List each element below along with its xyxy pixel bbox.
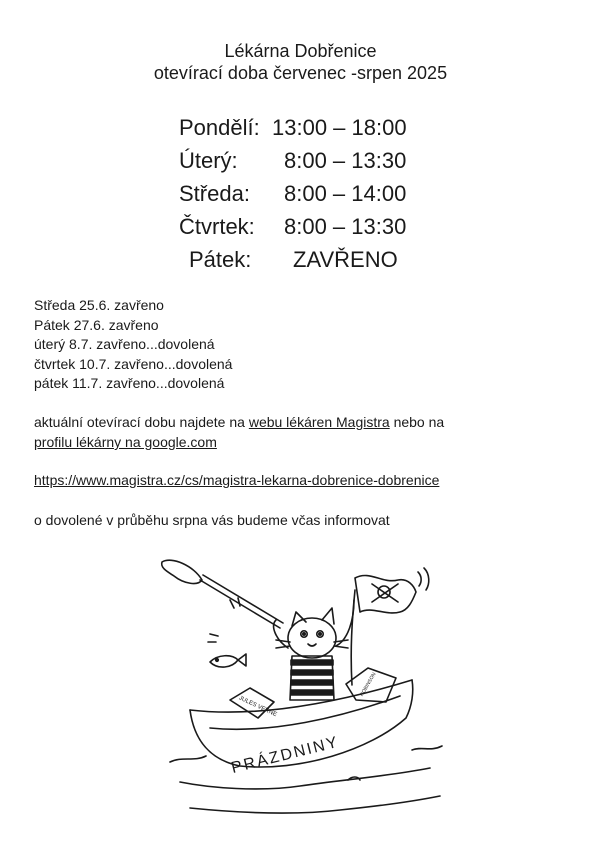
pharmacy-name: Lékárna Dobřenice <box>224 41 377 61</box>
day-label: Čtvrtek: <box>179 214 255 239</box>
info-paragraph <box>34 412 444 452</box>
pharmacy-url-link[interactable]: https://www.magistra.cz/cs/magistra-lekarna-dobrenice-dobrenice <box>34 472 440 488</box>
time-value: ZAVŘENO <box>293 247 398 272</box>
closure-item: čtvrtek 10.7. zavřeno...dovolená <box>34 355 233 372</box>
time-value: 8:00 – 14:00 <box>284 181 407 206</box>
day-label: Pátek: <box>189 247 252 272</box>
svg-text:ROBINSON: ROBINSON <box>359 671 378 698</box>
day-label: Pondělí: <box>179 115 260 140</box>
info-text-before: aktuální otevírací dobu najdete na <box>34 414 249 430</box>
closure-item: Pátek 27.6. zavřeno <box>34 316 159 333</box>
info-text-middle: nebo na <box>389 414 445 430</box>
fish-icon <box>210 654 246 667</box>
url-paragraph <box>34 470 439 490</box>
magistra-web-link[interactable]: webu lékáren Magistra <box>248 414 390 430</box>
splash-icon <box>208 598 240 642</box>
svg-text:PRÁZDNINY: PRÁZDNINY <box>229 733 341 777</box>
cat-icon <box>274 600 354 700</box>
svg-text:JULES VERNE: JULES VERNE <box>237 695 278 719</box>
closure-item: pátek 11.7. zavřeno...dovolená <box>34 375 225 391</box>
day-label: Středa: <box>179 181 250 206</box>
cat-in-boat-illustration <box>150 550 450 830</box>
paddle-icon <box>162 560 283 628</box>
schedule-title: otevírací doba červenec -srpen 2025 <box>153 63 448 83</box>
closure-item: Středa 25.6. zavřeno <box>34 297 164 313</box>
time-value: 13:00 – 18:00 <box>272 115 407 140</box>
day-label: Úterý: <box>179 148 238 173</box>
closure-item: úterý 8.7. zavřeno...dovolená <box>34 336 215 352</box>
vacation-note: o dovolené v průběhu srpna vás budeme včas informovat <box>34 512 390 528</box>
closure-notes <box>34 296 232 394</box>
time-value: 8:00 – 13:30 <box>284 214 407 239</box>
time-value: 8:00 – 13:30 <box>284 148 407 173</box>
google-profile-link[interactable]: profilu lékárny na google.com <box>34 434 217 450</box>
pirate-flag-icon <box>351 568 429 685</box>
